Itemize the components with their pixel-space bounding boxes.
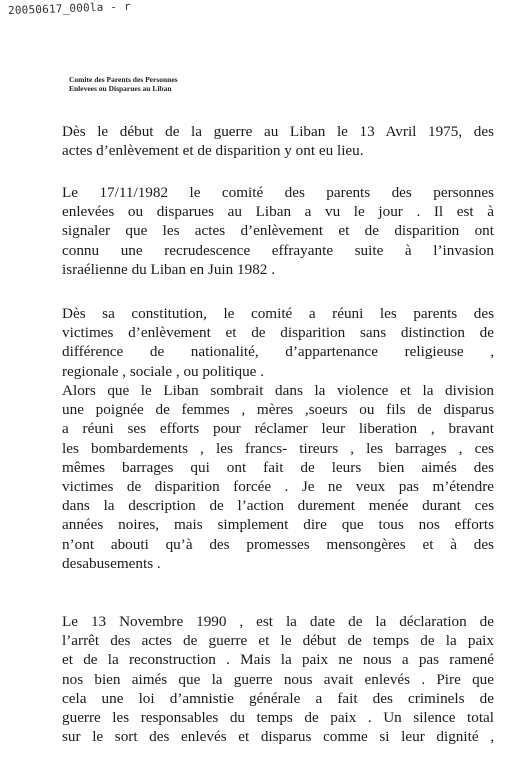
handwritten-reference: 20050617_000la - r <box>7 0 132 18</box>
paragraph-3 <box>62 304 494 381</box>
text-line: connu une recrudescence effrayante suite à l’invasion <box>62 241 494 259</box>
text-line: enlevées ou disparues au Liban a vu le jour . Il est à <box>62 203 494 221</box>
paragraph-4 <box>62 381 494 573</box>
text-line: dans la description de l’action durement menée durant ces <box>62 497 494 515</box>
text-line: l’arrêt des actes de guerre et le début de temps de la paix <box>62 632 494 650</box>
text-line: israélienne du Liban en Juin 1982 . <box>62 260 275 278</box>
text-line: actes d’enlèvement et de disparition y ont eu lieu. <box>62 142 364 160</box>
text-line: regionale , sociale , ou politique . <box>62 362 265 380</box>
text-line: Alors que le Liban sombrait dans la violence et la division <box>62 382 494 399</box>
text-line: une poignée de femmes , mères ,soeurs ou fils de disparus <box>62 401 494 419</box>
text-line: mêmes barrages qui ont fait de leurs bien aimés des <box>62 458 494 476</box>
text-line: et de la reconstruction . Mais la paix ne nous a pas ramené <box>62 651 494 669</box>
text-line: sur le sort des enlevés et disparus comme si leur dignité , <box>62 728 494 746</box>
text-line: victimes de disparition forcée . Je ne veux pas m’étendre <box>62 478 494 496</box>
paragraph-1 <box>62 122 494 160</box>
text-line: années noires, mais simplement dire que tous nos efforts <box>62 516 494 534</box>
paragraph-5 <box>62 612 494 746</box>
text-line: n’ont abouti qu’à des promesses mensongères et à des <box>62 535 494 553</box>
paragraph-2 <box>62 183 494 279</box>
text-line: victimes d’enlèvement et de disparition sans distinction de <box>62 324 494 342</box>
text-line: signaler que les actes d’enlèvement et de disparition ont <box>62 222 494 240</box>
text-line: Dès sa constitution, le comité a réuni les parents des <box>62 305 494 322</box>
text-line: Le 13 Novembre 1990 , est la date de la déclaration de <box>62 613 494 630</box>
text-line: nos bien aimés que la guerre nous avait enlevés . Pire que <box>62 670 494 688</box>
text-line: les bombardements , les francs- tireurs , les barrages , ces <box>62 439 494 457</box>
text-line: cela une loi d’amnistie générale a fait des criminels de <box>62 689 494 707</box>
organization-heading <box>69 75 178 93</box>
organization-heading-line: Enlevees ou Disparues au Liban <box>69 84 172 93</box>
text-line: a réuni ses efforts pour réclamer leur liberation , bravant <box>62 420 494 438</box>
organization-heading-line: Comite des Parents des Personnes <box>69 75 178 84</box>
text-line: Le 17/11/1982 le comité des parents des personnes <box>62 184 494 201</box>
text-line: différence de nationalité, d’appartenance religieuse , <box>62 343 494 361</box>
text-line: desabusements . <box>62 554 161 572</box>
text-line: guerre les responsables du temps de paix . Un silence total <box>62 709 494 727</box>
text-line: Dès le début de la guerre au Liban le 13 Avril 1975, des <box>62 123 494 140</box>
